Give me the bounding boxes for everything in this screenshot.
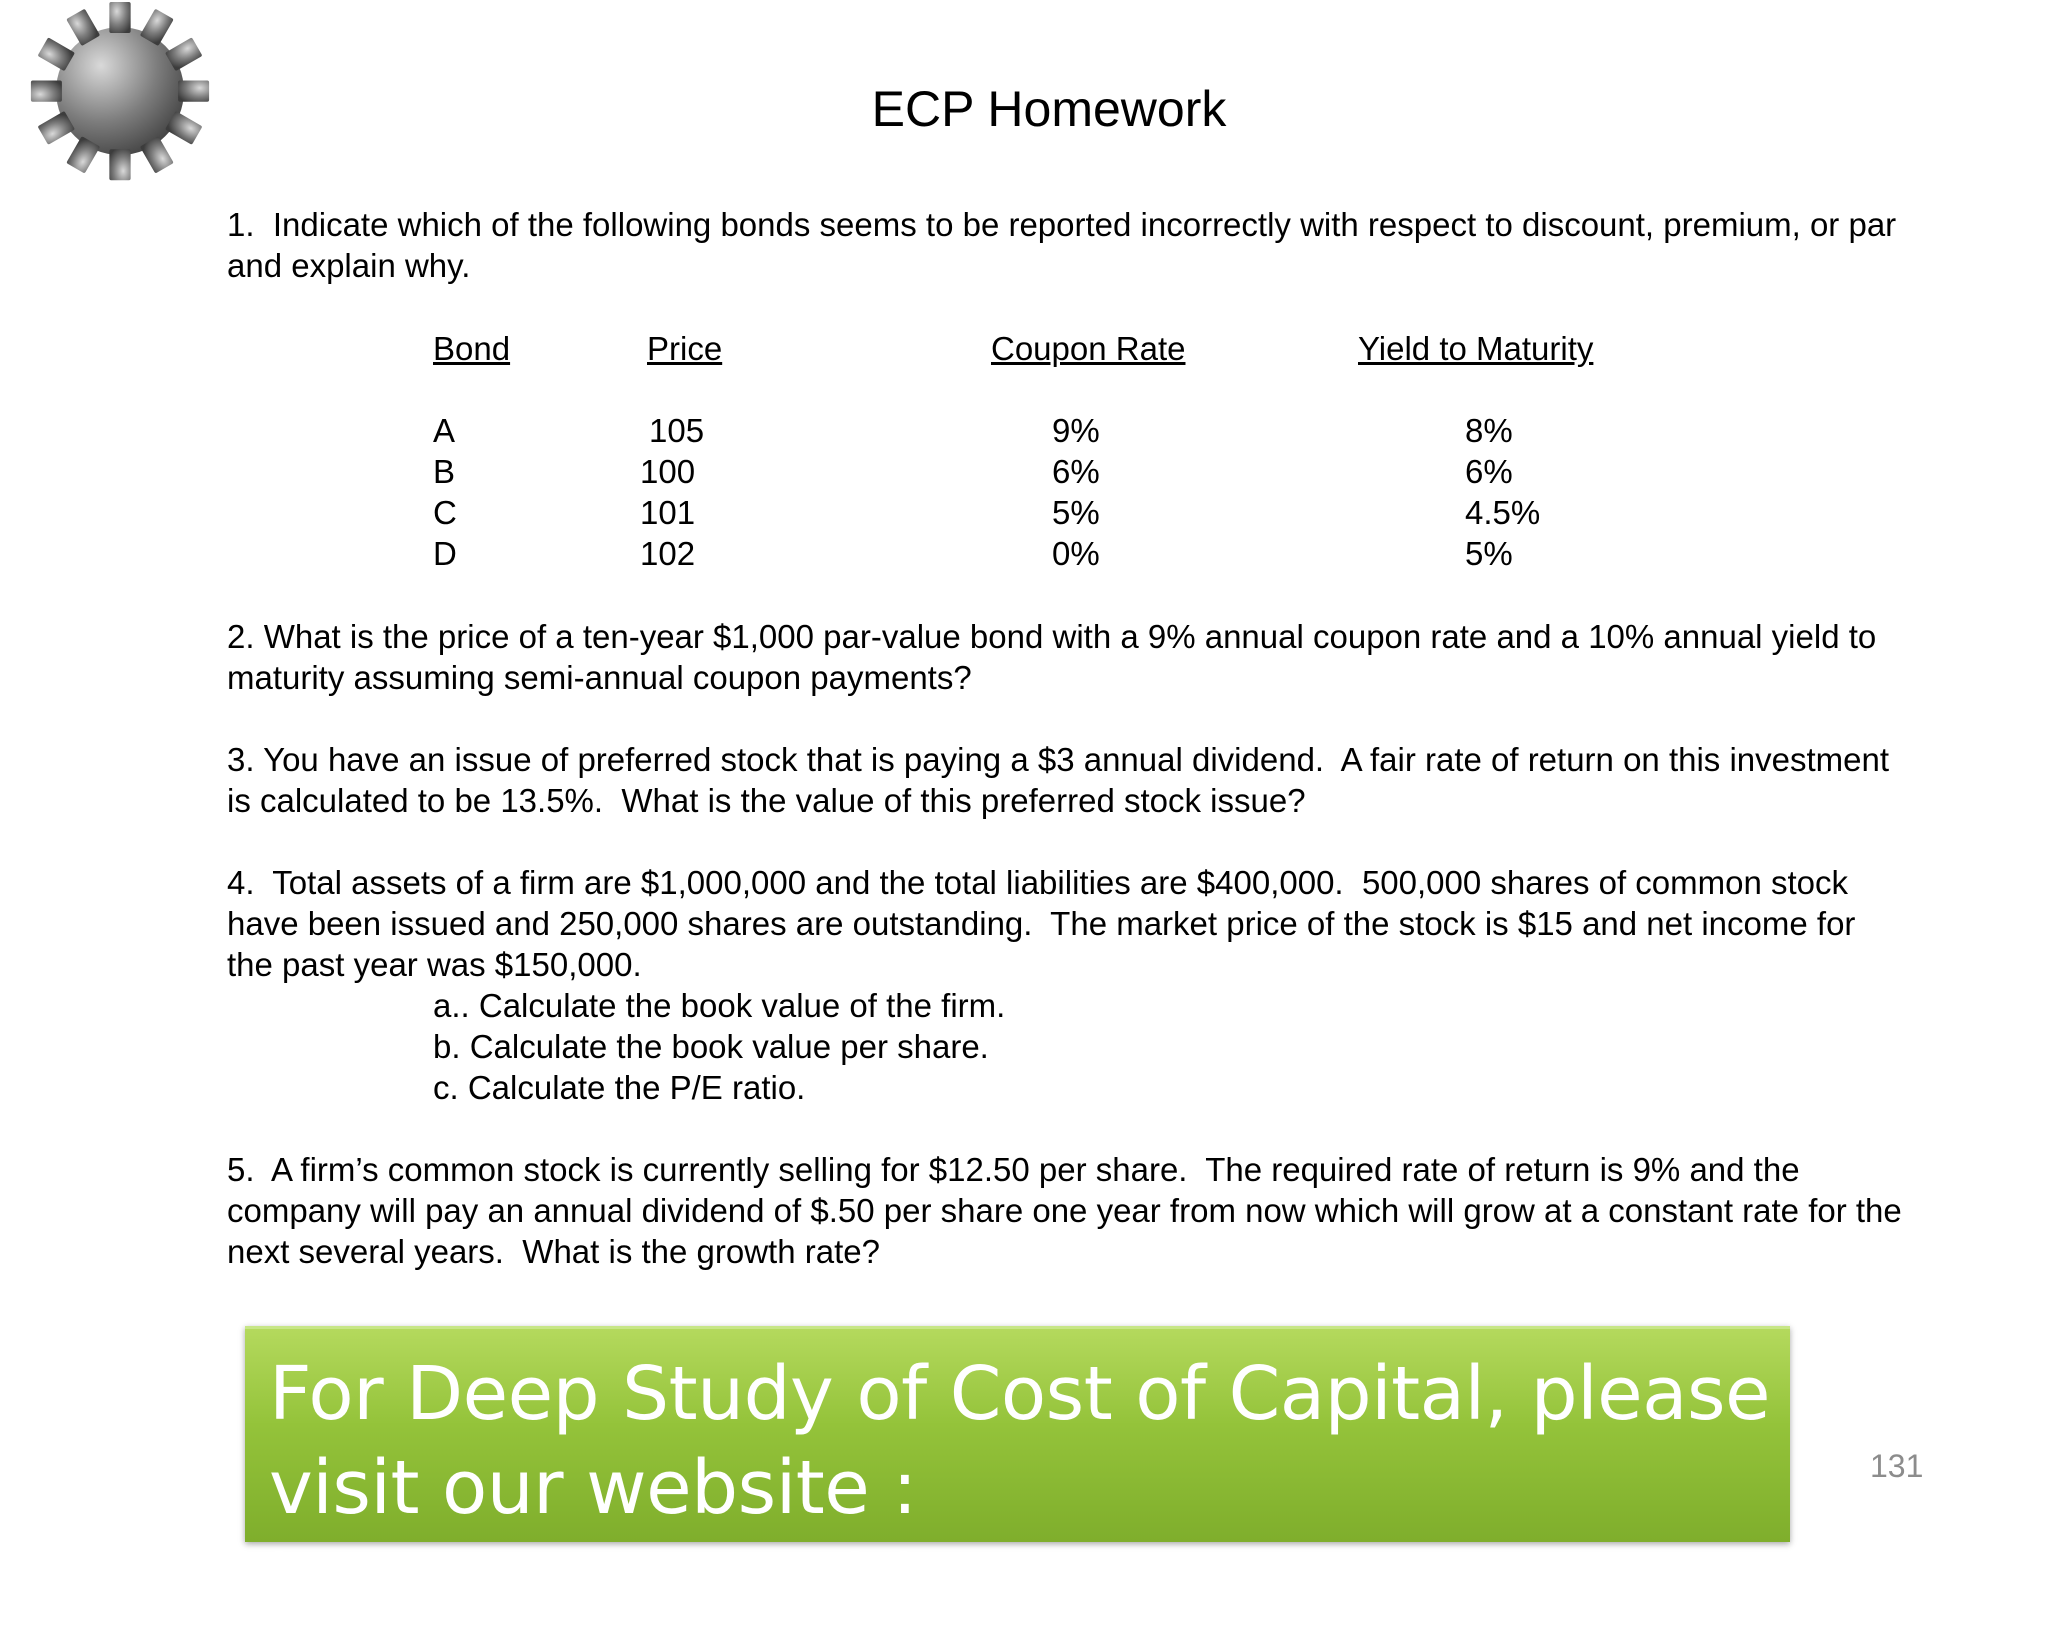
coupon-cell: 0% [1052,535,1100,572]
coupon-cell: 9% [1052,412,1100,449]
coupon-cell: 6% [1052,453,1100,490]
ytm-cell: 6% [1465,453,1513,490]
bond-cell: D [433,535,457,572]
ytm-column-header: Yield to Maturity [1358,330,1594,367]
question-4-part-b: b. Calculate the book value per share. [433,1028,989,1065]
price-cell: 105 [649,412,705,449]
bond-cell: A [433,412,456,449]
question-4-part-a: a.. Calculate the book value of the firm. [433,987,1006,1024]
banner-text: For Deep Study of Cost of Capital, please visit our website : http://www.svtuition.org [269,1351,1794,1625]
question-4-text: 4. Total assets of a firm are $1,000,000 and the total liabilities are $400,000. 500,000 shares of common stock have been issued and 250,000 shares are outstanding. The market price of the stock is $15 and net income for the past year was $150,000. [227,864,1865,983]
price-cell: 101 [640,494,696,531]
price-column-header: Price [647,330,723,367]
ytm-cell: 4.5% [1465,494,1541,531]
ytm-cell: 8% [1465,412,1513,449]
ytm-cell: 5% [1465,535,1513,572]
website-banner[interactable] [245,1326,1794,1625]
coupon-rate-column-header: Coupon Rate [991,330,1186,367]
coupon-cell: 5% [1052,494,1100,531]
bond-cell: B [433,453,456,490]
bond-cell: C [433,494,457,531]
bond-column-header: Bond [433,330,511,367]
price-cell: 102 [640,535,696,572]
question-2-text: 2. What is the price of a ten-year $1,000 par-value bond with a 9% annual coupon rate and a 10% annual yield to maturity assuming semi-annual coupon payments? [227,618,1886,696]
question-1-text: 1. Indicate which of the following bonds seems to be reported incorrectly with respect to discount, premium, or par and explain why. [227,206,1906,284]
price-cell: 100 [640,453,696,490]
page-number: 131 [1870,1448,1924,1484]
page-title: ECP Homework [871,81,1227,137]
question-5-text: 5. A firm’s common stock is currently selling for $12.50 per share. The required rate of return is 9% and the company will pay an annual dividend of $.50 per share one year from now which will grow at a constant rate for the next several years. What is the growth rate? [227,1151,1911,1270]
question-4-part-c: c. Calculate the P/E ratio. [433,1069,806,1106]
question-3-text: 3. You have an issue of preferred stock that is paying a $3 annual dividend. A fair rate of return on this investment is calculated to be 13.5%. What is the value of this preferred stock issue? [227,741,1899,819]
